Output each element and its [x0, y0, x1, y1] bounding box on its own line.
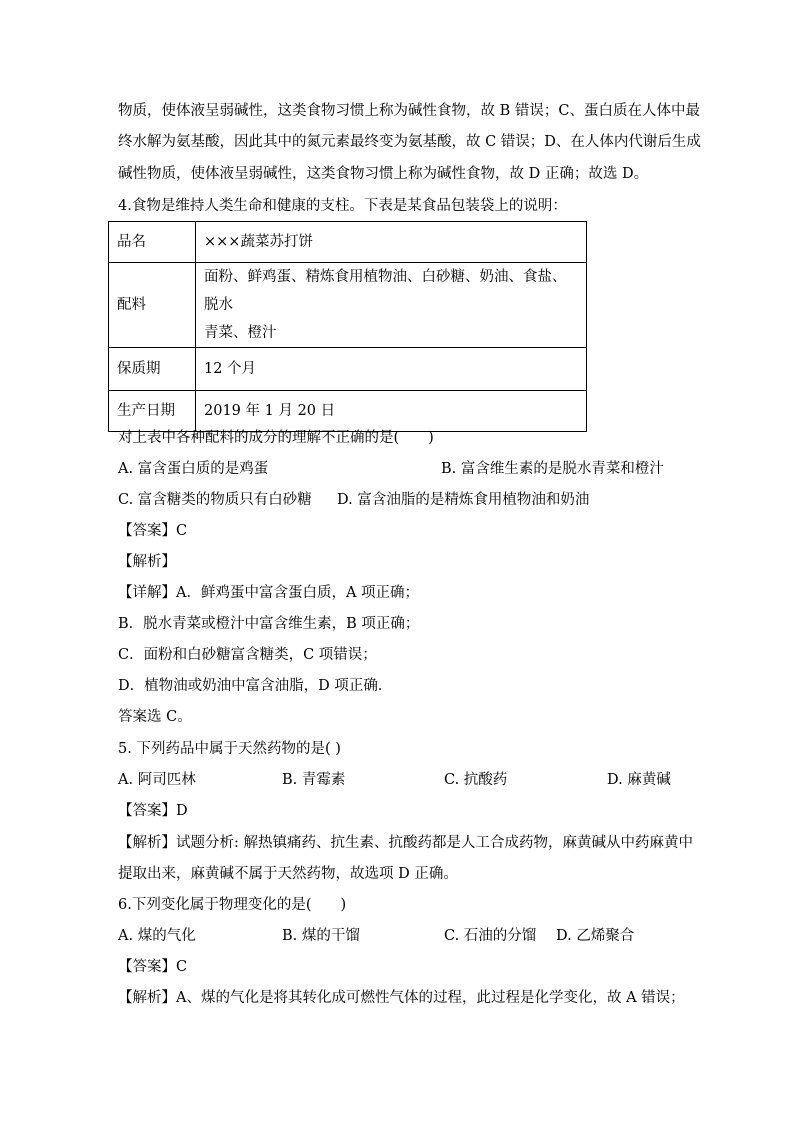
table-key: 配料 [109, 263, 196, 348]
table-row [109, 263, 587, 348]
q5-analysis-line-1: 【解析】试题分析: 解热镇痛药、抗生素、抗酸药都是人工合成药物，麻黄碱从中药麻黄中 [118, 835, 693, 851]
q4-detail-1: 【详解】A．鲜鸡蛋中富含蛋白质，A 项正确； [118, 585, 420, 601]
table-value-line-1: 面粉、鲜鸡蛋、精炼食用植物油、白砂糖、奶油、食盐、脱水 [204, 269, 567, 313]
table-key: 生产日期 [109, 391, 196, 432]
q5-analysis-line-2: 提取出来，麻黄碱不属于天然药物，故选项 D 正确。 [118, 866, 458, 882]
intro-line-2: 终水解为氨基酸，因此其中的氮元素最终变为氨基酸，故 C 错误；D、在人体内代谢后生成 [118, 134, 701, 150]
q4-answer: 【答案】C [118, 523, 188, 539]
q4-conclusion: 答案选 C。 [118, 709, 192, 725]
table-value: 2019 年 1 月 20 日 [196, 391, 587, 432]
q4-option-a: A. 富含蛋白质的是鸡蛋 [118, 461, 269, 477]
table-value [196, 263, 587, 348]
table-value: 12 个月 [196, 348, 587, 391]
q6-option-b: B. 煤的干馏 [282, 928, 360, 944]
q6-stem: 6.下列变化属于物理变化的是( ) [118, 897, 347, 913]
table-key: 品名 [109, 222, 196, 263]
q4-analysis-label: 【解析】 [118, 554, 176, 570]
q5-option-d: D. 麻黄碱 [607, 772, 671, 788]
q4-stem: 4.食物是维持人类生命和健康的支柱。下表是某食品包装袋上的说明： [118, 198, 567, 214]
q4-option-c: C. 富含糖类的物质只有白砂糖 [118, 492, 312, 508]
table-key: 保质期 [109, 348, 196, 391]
table-value: ×××蔬菜苏打饼 [196, 222, 587, 263]
q6-option-d: D. 乙烯聚合 [556, 928, 635, 944]
q4-question: 对上表中各种配料的成分的理解不正确的是( ) [118, 430, 434, 446]
q5-answer: 【答案】D [118, 803, 188, 819]
intro-line-1: 物质，使体液呈弱碱性，这类食物习惯上称为碱性食物，故 B 错误；C、蛋白质在人体中最 [118, 103, 700, 119]
q5-option-c: C. 抗酸药 [444, 772, 508, 788]
table-row [109, 222, 587, 263]
intro-line-3: 碱性物质，使体液呈弱碱性，这类食物习惯上称为碱性食物，故 D 正确；故选 D。 [118, 166, 649, 182]
table-value-line-2: 青菜、橙汁 [204, 325, 277, 341]
q4-detail-4: D．植物油或奶油中富含油脂，D 项正确． [118, 678, 393, 694]
q4-option-d: D. 富含油脂的是精炼食用植物油和奶油 [337, 492, 590, 508]
q5-option-a: A. 阿司匹林 [118, 772, 196, 788]
q6-option-a: A. 煤的气化 [118, 928, 196, 944]
product-info-table [108, 221, 587, 432]
q5-stem: 5. 下列药品中属于天然药物的是( ) [118, 741, 341, 757]
q5-option-b: B. 青霉素 [282, 772, 346, 788]
q6-analysis-line-1: 【解析】A、煤的气化是将其转化成可燃性气体的过程，此过程是化学变化，故 A 错误； [118, 990, 685, 1006]
table-row [109, 348, 587, 391]
q6-option-c: C. 石油的分馏 [444, 928, 537, 944]
q4-option-b: B. 富含维生素的是脱水青菜和橙汁 [441, 461, 664, 477]
q6-answer: 【答案】C [118, 959, 188, 975]
table-row [109, 391, 587, 432]
q4-detail-2: B．脱水青菜或橙汁中富含维生素，B 项正确； [118, 616, 420, 632]
q4-detail-3: C．面粉和白砂糖富含糖类，C 项错误； [118, 647, 377, 663]
